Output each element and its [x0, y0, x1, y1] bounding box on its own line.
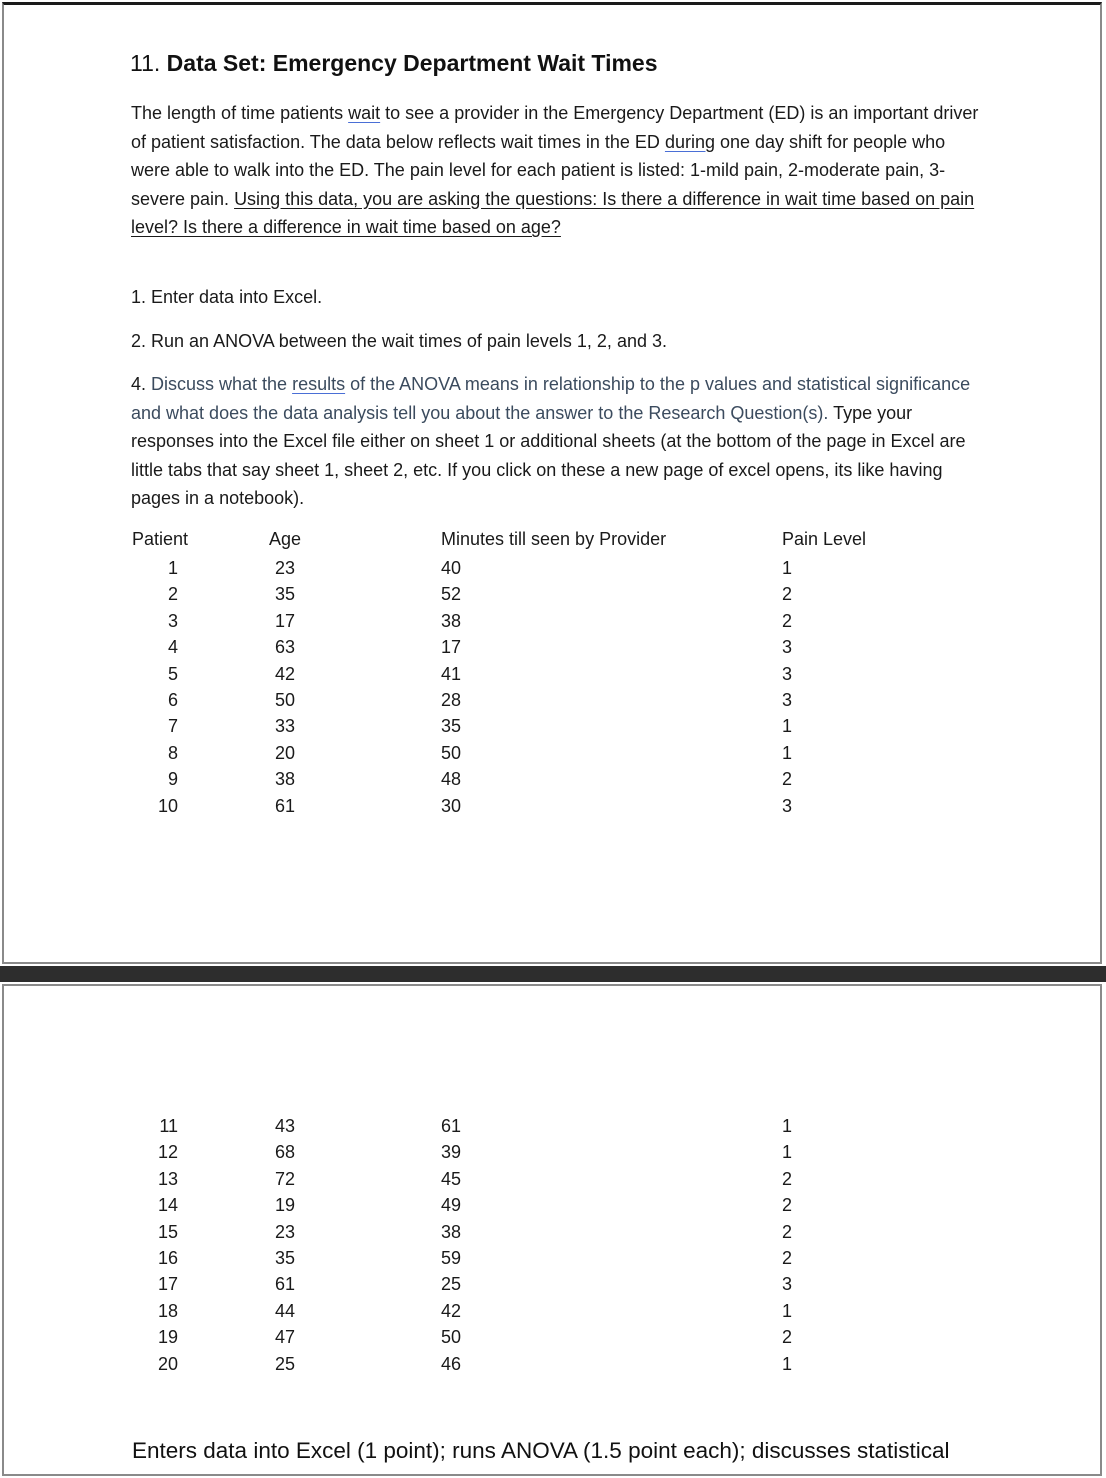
cell-patient: 15: [157, 1221, 178, 1242]
cell-minutes: 38: [441, 610, 462, 631]
cell-patient: 4: [167, 637, 178, 658]
cell-age: 35: [275, 584, 296, 605]
cell-minutes: 30: [441, 795, 462, 816]
intro-paragraph: The length of time patients wait to see a provider in the Emergency Department (ED) is an important driver of patient satisfaction. The data below reflects wait times in the ED during one day shift for people who were able to walk into the ED. The pain level for each patient is listed: 1-mild pain, 2-moderate pain, 3-severe pain. Using this data, you are asking the questions: Is there a difference in wait time based on pain level? Is there a difference in wait time based on age?: [131, 103, 979, 237]
page-divider: [0, 966, 1106, 982]
cell-pain: 3: [782, 663, 793, 684]
discussion-instructions: 4. Discuss what the results of the ANOVA means in relationship to the p values and statistical significance and what does the data analysis tell you about the answer to the Research Question(s). Type your responses into the Excel file either on sheet 1 or additional sheets (at the bottom of the page in Excel are little tabs that say sheet 1, sheet 2, etc. If you click on these a new page of excel opens, its like having pages in a notebook).: [131, 374, 971, 508]
cell-patient: 8: [167, 742, 178, 763]
cell-age: 23: [275, 558, 296, 578]
cell-pain: 1: [782, 742, 793, 763]
cell-age: 61: [275, 795, 296, 816]
cell-minutes: 39: [441, 1142, 462, 1163]
cell-pain: 1: [782, 558, 793, 578]
cell-pain: 1: [782, 1116, 793, 1136]
header-patient: Patient: [132, 529, 189, 549]
cell-patient: 1: [167, 558, 178, 578]
cell-age: 47: [275, 1327, 296, 1348]
cell-patient: 9: [167, 769, 178, 790]
cell-minutes: 59: [441, 1248, 462, 1268]
cell-age: 68: [275, 1142, 296, 1163]
cell-pain: 2: [782, 1248, 793, 1268]
cell-age: 17: [275, 610, 296, 631]
cell-pain: 2: [782, 769, 793, 790]
cell-minutes: 25: [441, 1274, 462, 1295]
cell-patient: 18: [157, 1300, 178, 1321]
page-title: 11. Data Set: Emergency Department Wait Times: [130, 50, 658, 76]
cell-age: 33: [275, 716, 296, 737]
cell-patient: 2: [167, 584, 178, 605]
cell-minutes: 45: [441, 1168, 462, 1189]
cell-minutes: 61: [441, 1116, 462, 1136]
cell-age: 42: [275, 663, 296, 684]
cell-pain: 1: [782, 1142, 793, 1163]
cell-age: 35: [275, 1248, 296, 1268]
cell-pain: 3: [782, 795, 793, 816]
cell-pain: 1: [782, 1300, 793, 1321]
cell-pain: 2: [782, 584, 793, 605]
cell-minutes: 49: [441, 1195, 462, 1216]
cell-patient: 7: [167, 716, 178, 737]
cell-minutes: 50: [441, 1327, 462, 1348]
cell-age: 43: [275, 1116, 296, 1136]
cell-minutes: 17: [441, 637, 462, 658]
cell-pain: 3: [782, 637, 793, 658]
grading-rubric: Enters data into Excel (1 point); runs ANOVA (1.5 point each); discusses statistical: [132, 1438, 950, 1463]
cell-age: 63: [275, 637, 296, 658]
cell-age: 38: [275, 769, 296, 790]
cell-age: 23: [275, 1221, 296, 1242]
cell-age: 20: [275, 742, 296, 763]
cell-age: 44: [275, 1300, 296, 1321]
cell-patient: 6: [167, 690, 178, 710]
cell-minutes: 40: [441, 558, 462, 578]
cell-minutes: 52: [441, 584, 462, 605]
cell-minutes: 50: [441, 742, 462, 763]
cell-pain: 2: [782, 1195, 793, 1216]
research-question: Using this data, you are asking the questions: Is there a difference in wait time based on pain level? Is there a difference in wait time based on age?: [131, 188, 975, 237]
cell-patient: 5: [167, 663, 178, 684]
cell-pain: 2: [782, 610, 793, 631]
header-pain-level: Pain Level: [782, 529, 867, 549]
cell-patient: 20: [157, 1353, 178, 1374]
cell-pain: 3: [782, 1274, 793, 1295]
cell-patient: 3: [167, 610, 178, 631]
cell-age: 50: [275, 690, 296, 710]
cell-minutes: 48: [441, 769, 462, 790]
step-1: 1. Enter data into Excel.: [131, 287, 323, 307]
cell-minutes: 41: [441, 663, 462, 684]
cell-age: 72: [275, 1168, 296, 1189]
header-minutes: Minutes till seen by Provider: [441, 529, 667, 549]
cell-patient: 16: [157, 1248, 178, 1268]
cell-minutes: 35: [441, 716, 462, 737]
cell-patient: 19: [157, 1327, 178, 1348]
cell-patient: 17: [157, 1274, 178, 1295]
cell-minutes: 42: [441, 1300, 462, 1321]
step-2: 2. Run an ANOVA between the wait times of pain levels 1, 2, and 3.: [131, 331, 667, 351]
cell-age: 25: [275, 1353, 296, 1374]
cell-pain: 1: [782, 716, 793, 737]
cell-minutes: 28: [441, 690, 462, 710]
cell-pain: 3: [782, 690, 793, 710]
cell-pain: 2: [782, 1168, 793, 1189]
cell-patient: 14: [157, 1195, 178, 1216]
cell-pain: 1: [782, 1353, 793, 1374]
cell-pain: 2: [782, 1327, 793, 1348]
cell-minutes: 46: [441, 1353, 462, 1374]
cell-minutes: 38: [441, 1221, 462, 1242]
header-age: Age: [269, 529, 302, 549]
cell-patient: 13: [157, 1168, 178, 1189]
cell-age: 19: [275, 1195, 296, 1216]
cell-patient: 11: [159, 1116, 178, 1136]
cell-age: 61: [275, 1274, 296, 1295]
cell-patient: 10: [157, 795, 178, 816]
cell-patient: 12: [157, 1142, 178, 1163]
cell-pain: 2: [782, 1221, 793, 1242]
